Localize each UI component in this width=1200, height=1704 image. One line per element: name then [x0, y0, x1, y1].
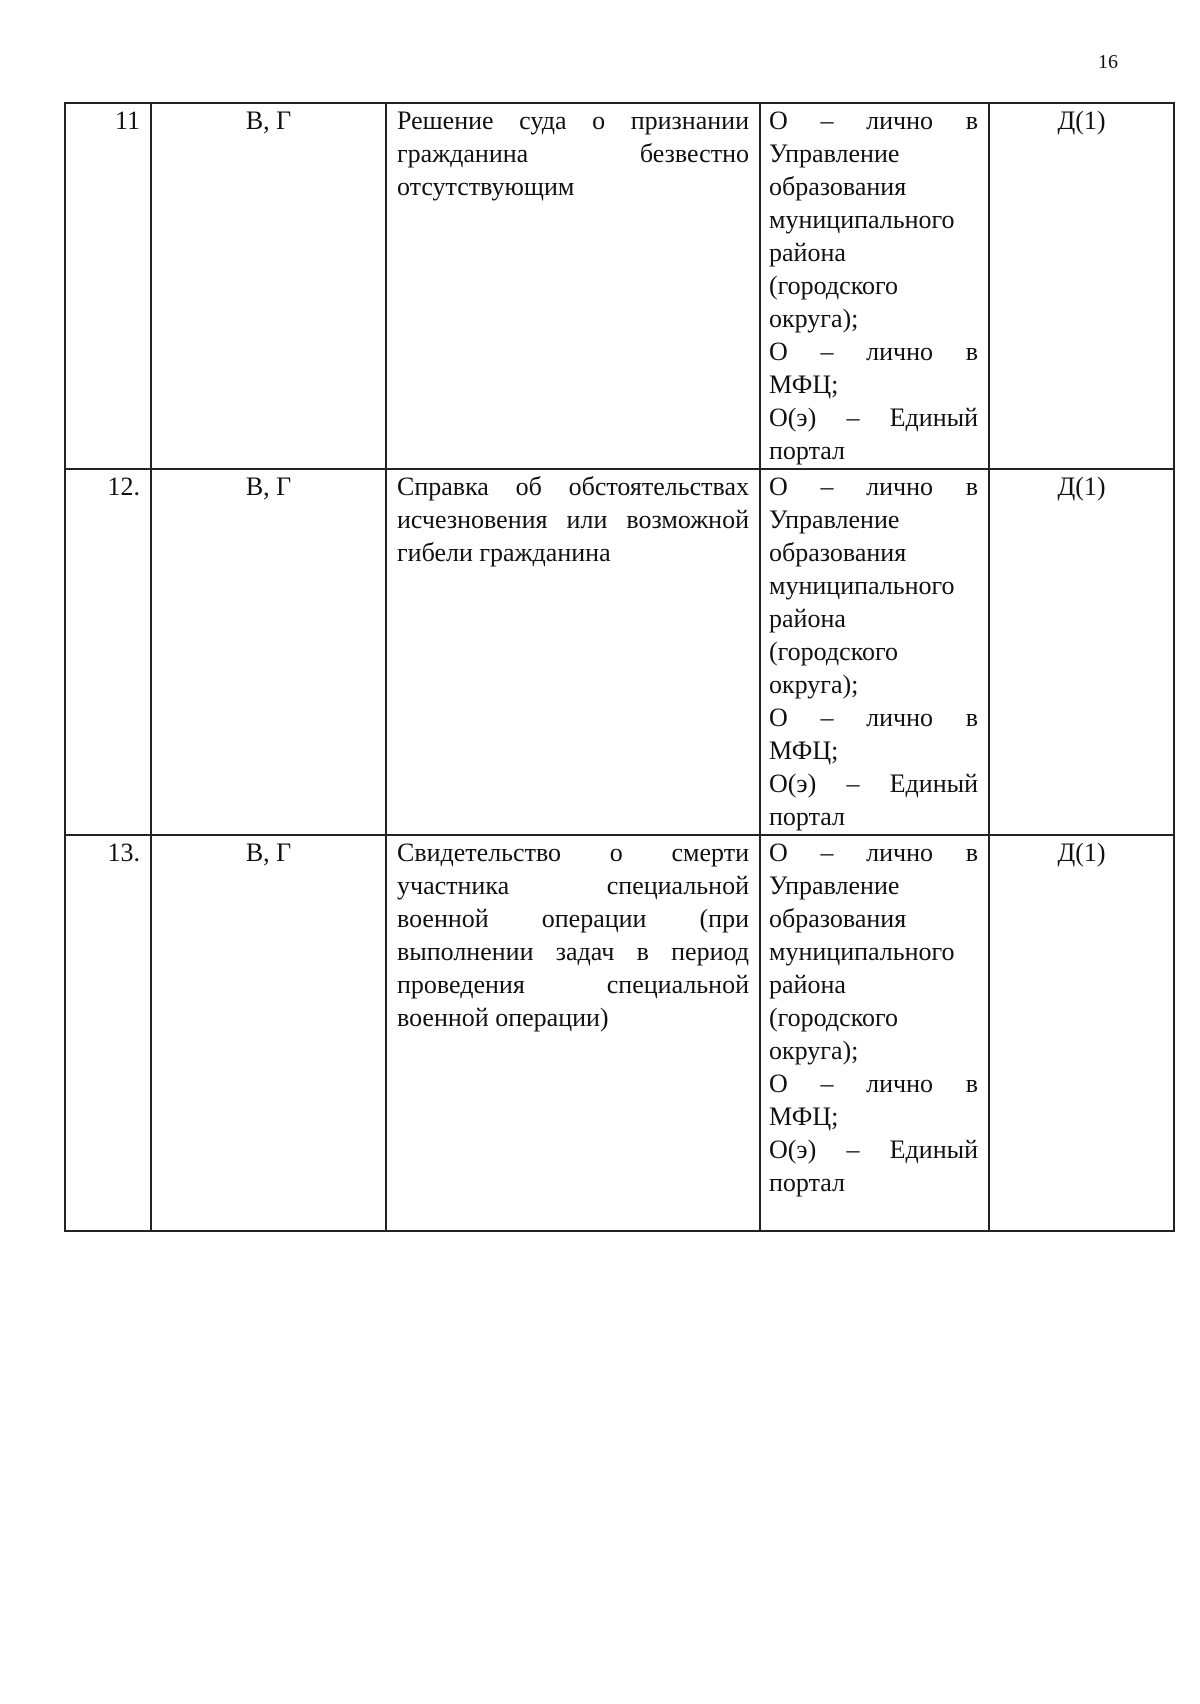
way-line: Управление [769, 871, 900, 900]
way-line: МФЦ; [769, 736, 839, 765]
way-line: О(э) – Единый [769, 1135, 978, 1164]
submission-ways [760, 469, 989, 835]
document-name: Решение суда о признании гражданина безвестно отсутствующим [386, 103, 760, 469]
way-line: Управление [769, 505, 900, 534]
page-number: 16 [1098, 51, 1118, 73]
way-line: О(э) – Единый [769, 403, 978, 432]
way-line: района [769, 970, 846, 999]
way-line: муниципального [769, 571, 955, 600]
way-line: образования [769, 538, 907, 567]
table-row [65, 103, 1174, 469]
way-line: Управление [769, 139, 900, 168]
documents-table [64, 102, 1175, 1232]
row-number: 13. [65, 835, 151, 1231]
applicant-category: В, Г [151, 835, 386, 1231]
way-line: (городского [769, 1003, 899, 1032]
way-line: района [769, 238, 846, 267]
table-row [65, 469, 1174, 835]
row-number: 11 [65, 103, 151, 469]
way-line: портал [769, 436, 845, 465]
document-code: Д(1) [989, 835, 1174, 1231]
way-line: О – лично в [769, 1069, 978, 1098]
submission-ways [760, 835, 989, 1231]
way-line: (городского [769, 637, 899, 666]
way-line: округа); [769, 1036, 859, 1065]
way-line: (городского [769, 271, 899, 300]
document-code: Д(1) [989, 103, 1174, 469]
way-line: портал [769, 1168, 845, 1197]
way-line: МФЦ; [769, 1102, 839, 1131]
way-line: МФЦ; [769, 370, 839, 399]
way-line: образования [769, 904, 907, 933]
way-line: образования [769, 172, 907, 201]
way-line: округа); [769, 304, 859, 333]
document-code: Д(1) [989, 469, 1174, 835]
row-number: 12. [65, 469, 151, 835]
way-line: портал [769, 802, 845, 831]
way-line: О – лично в [769, 472, 978, 501]
submission-ways [760, 103, 989, 469]
way-line: О – лично в [769, 838, 978, 867]
way-line: О(э) – Единый [769, 769, 978, 798]
way-line: О – лично в [769, 337, 978, 366]
applicant-category: В, Г [151, 103, 386, 469]
applicant-category: В, Г [151, 469, 386, 835]
document-name: Свидетельство о смерти участника специальной военной операции (при выполнении задач в период проведения специальной военной операции) [386, 835, 760, 1231]
table-row [65, 835, 1174, 1231]
way-line: О – лично в [769, 106, 978, 135]
way-line: округа); [769, 670, 859, 699]
way-line: О – лично в [769, 703, 978, 732]
way-line: муниципального [769, 205, 955, 234]
document-name: Справка об обстоятельствах исчезновения или возможной гибели гражданина [386, 469, 760, 835]
way-line: муниципального [769, 937, 955, 966]
way-line: района [769, 604, 846, 633]
